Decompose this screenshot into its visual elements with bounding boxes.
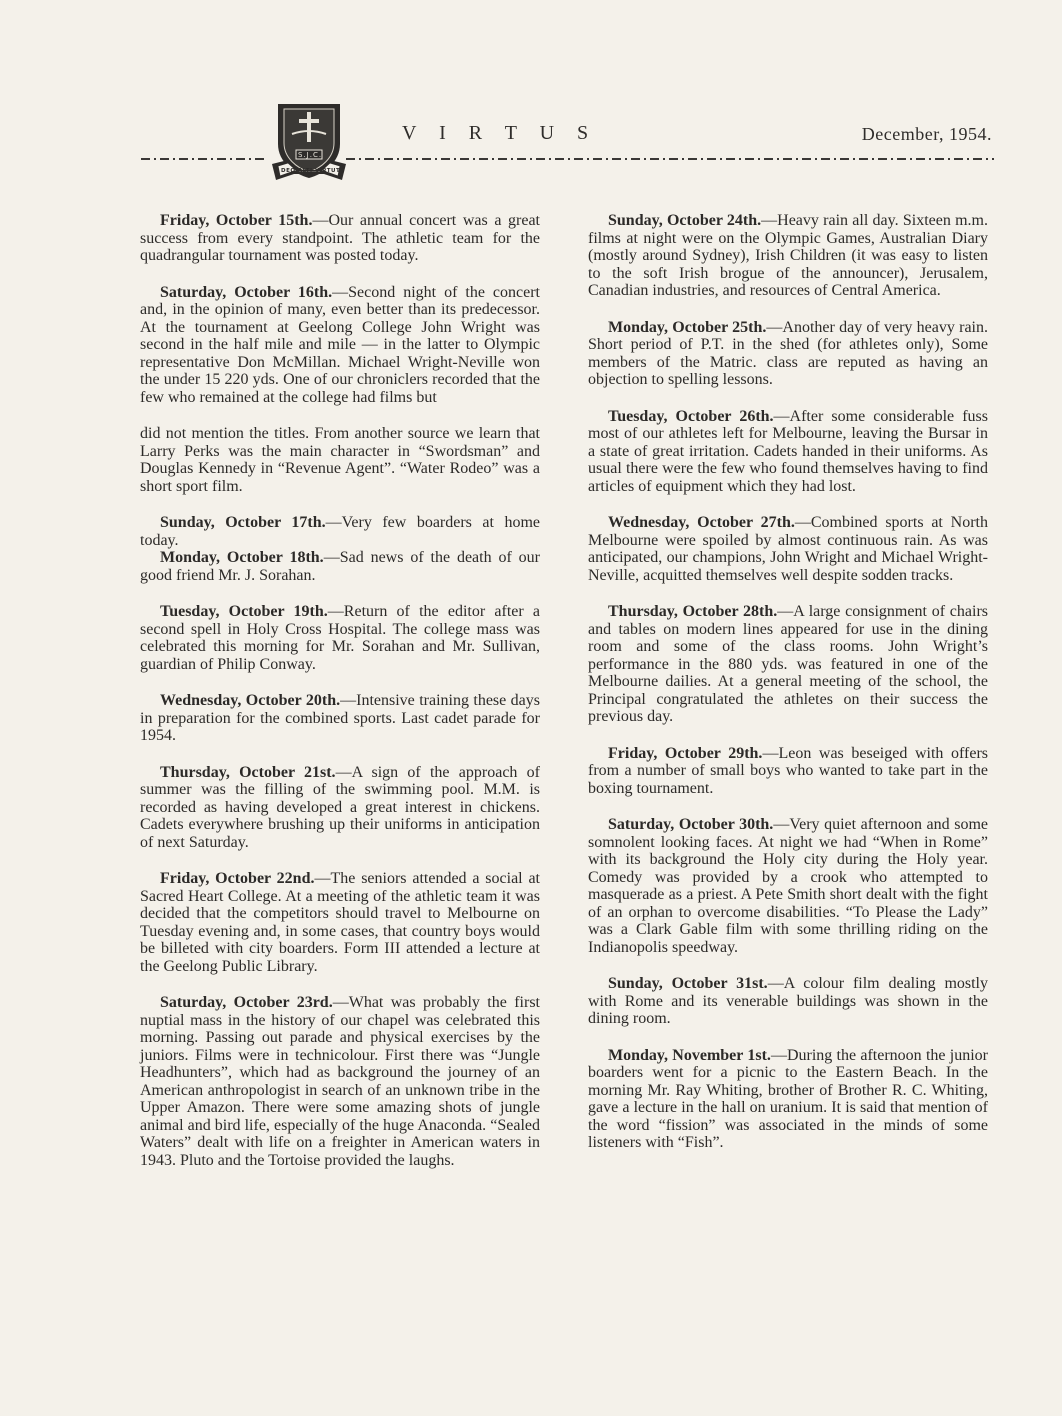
entry-text: —After some considerable fuss most of our athletes left for Melbourne, leaving the Bursar in a state of great irritation. Cadets handed in their uniforms. As usual there were the few who found themselves having to find articles of equipment which they had lost. bbox=[588, 407, 988, 495]
diary-entry bbox=[140, 870, 540, 975]
entry-date: Sunday, October 17th. bbox=[160, 514, 326, 531]
entry-date: Wednesday, October 27th. bbox=[608, 514, 795, 531]
diary-entry bbox=[588, 603, 988, 726]
diary-entry bbox=[140, 994, 540, 1169]
diary-entry bbox=[588, 319, 988, 389]
crest-initials: S.J.C. bbox=[298, 151, 323, 159]
entry-text: —Our annual concert was a great success from every standpoint. The athletic team for the quadrangular tournament was posted today. bbox=[140, 212, 541, 264]
entry-date: Friday, October 15th. bbox=[160, 212, 313, 229]
entry-text: —Heavy rain all day. Sixteen m.m. films at night were on the Olympic Games, Australian Diary (mostly around Sydney), Irish Children (it was easy to listen to the soft Irish brogue of the announcer), Jerusalem, Canadian industries, and resources of Central America. bbox=[588, 212, 988, 299]
masthead-title: V I R T U S bbox=[402, 122, 598, 144]
left-column bbox=[140, 212, 540, 1188]
entry-text: —Combined sports at North Melbourne were spoiled by almost continuous rain. As was anticipated, our champions, John Wright and Michael Wright-Neville, acquitted themselves well despite sodden tracks. bbox=[588, 514, 988, 584]
entry-date: Tuesday, October 26th. bbox=[608, 407, 774, 425]
diary-entry bbox=[588, 745, 988, 798]
entry-date: Saturday, October 16th. bbox=[160, 283, 333, 301]
entry-text: —Second night of the concert and, in the opinion of many, even better than its predecessor. At the tournament at Geelong College John Wright was second in the half mile and mile — in the latter to Olympic representative Don McMillan. Michael Wright-Neville won the under 15 220 yds. One of our chroniclers recorded that the few who remained at the college had films but bbox=[140, 283, 540, 406]
entry-text: —Very few boarders at home today. bbox=[140, 514, 540, 549]
entry-date: Thursday, October 28th. bbox=[608, 603, 778, 620]
right-column bbox=[588, 212, 988, 1171]
diary-entry bbox=[140, 514, 540, 549]
entry-text: —Another day of very heavy rain. Short period of P.T. in the shed (for athletes only), Some members of the Matric. class are reputed as having an objection to spelling lessons. bbox=[588, 318, 988, 388]
diary-entry bbox=[140, 284, 540, 407]
entry-text: —A colour film dealing mostly with Rome and its venerable buildings was shown in the dining room. bbox=[588, 975, 989, 1027]
diary-entry bbox=[588, 975, 988, 1028]
entry-date: Saturday, October 30th. bbox=[608, 816, 774, 833]
header-rule-right bbox=[346, 156, 994, 162]
entry-text: —What was probably the first nuptial mass in the history of our chapel was celebrated this morning. Passing out parade and physical exercises by the juniors. Films were in technicolour. First there was “Jungle Headhunters”, which had as background the journey of an American anthropologist in search of an unknown tribe in the Upper Amazon. There were some amazing shots of jungle animal and bird life, especially of the huge Anaconda. “Sealed Waters” dealt with life on a freighter in American waters in 1943. Pluto and the Tortoise provided the laughs. bbox=[140, 994, 540, 1169]
issue-date: December, 1954. bbox=[861, 124, 992, 144]
entry-text: —Return of the editor after a second spell in Holy Cross Hospital. The college mass was celebrated this morning for Mr. Sorahan and Mr. Sullivan, guardian of Philip Conway. bbox=[140, 603, 541, 673]
entry-date: Thursday, October 21st. bbox=[160, 763, 336, 781]
entry-date: Saturday, October 23rd. bbox=[160, 994, 333, 1011]
entry-date: Monday, October 18th. bbox=[160, 549, 324, 566]
entry-text: did not mention the titles. From another source we learn that Larry Perks was the main character in “Swordsman” and Douglas Kennedy in “Revenue Agent”. “Water Rodeo” was a short sport film. bbox=[140, 425, 540, 495]
entry-date: Monday, October 25th. bbox=[608, 318, 767, 336]
entry-text: —The seniors attended a social at Sacred Heart College. At a meeting of the athletic team it was decided that the competitors should travel to Melbourne on Tuesday evening and, in some cases, that country boys would be billeted with city boarders. Form III attended a lecture at the Geelong Public Library. bbox=[140, 870, 540, 975]
entry-text: —Leon was beseiged with offers from a number of small boys who wanted to take part in the boxing tournament. bbox=[588, 744, 989, 797]
entry-text: —Very quiet afternoon and some somnolent looking faces. At night we had “When in Rome” with its background the Holy city during the Holy year. Comedy was provided by a crook who attempted to masquerade as a priest. A Pete Smith short dealt with the fight of an orphan to overcome disabilities. “To Please the Lady” was a Clark Gable film with some thrilling riding on the Indianopolis speedway. bbox=[588, 816, 988, 956]
diary-entry bbox=[588, 408, 988, 496]
diary-entry bbox=[140, 692, 540, 745]
entry-text: —Intensive training these days in preparation for the combined sports. Last cadet parade for 1954. bbox=[140, 692, 540, 744]
diary-entry bbox=[140, 212, 540, 265]
entry-date: Tuesday, October 19th. bbox=[160, 603, 328, 620]
entry-date: Monday, November 1st. bbox=[608, 1046, 771, 1064]
header-rule-left bbox=[141, 156, 267, 162]
diary-entry-continued bbox=[140, 425, 540, 495]
diary-entry bbox=[588, 1047, 988, 1152]
crest-motto: DEO ALTI VIRTUTE bbox=[281, 168, 345, 174]
diary-entry bbox=[588, 816, 988, 956]
entry-text: —A large consignment of chairs and tables on modern lines appeared for use in the dining room and some of the class rooms. John Wright’s performance in the 880 yds. was featured in one of the Melbourne dailies. At a general meeting of the school, the Principal congratulated the athletes on their success the previous day. bbox=[588, 603, 988, 725]
diary-entry bbox=[588, 212, 988, 300]
entry-date: Friday, October 29th. bbox=[608, 744, 763, 762]
entry-date: Friday, October 22nd. bbox=[160, 870, 315, 887]
diary-entry bbox=[140, 603, 540, 673]
entry-text: —Sad news of the death of our good friend Mr. J. Sorahan. bbox=[140, 549, 540, 584]
entry-date: Sunday, October 31st. bbox=[608, 975, 768, 992]
diary-entry bbox=[140, 764, 540, 852]
entry-text: —During the afternoon the junior boarders went for a picnic to the Eastern Beach. In the morning Mr. Ray Whiting, brother of Brother R. C. Whiting, gave a lecture in the hall on uranium. It is said that mention of the word “fission” was associated in the minds of some listeners with “Fish”. bbox=[588, 1046, 988, 1151]
entry-text: —A sign of the approach of summer was the filling of the swimming pool. M.M. is recorded as having developed a great interest in chickens. Cadets everywhere brushing up their uniforms in anticipation of next Saturday. bbox=[140, 763, 540, 851]
diary-entry bbox=[588, 514, 988, 584]
diary-entry bbox=[140, 549, 540, 584]
entry-date: Sunday, October 24th. bbox=[608, 212, 762, 229]
entry-date: Wednesday, October 20th. bbox=[160, 692, 341, 709]
